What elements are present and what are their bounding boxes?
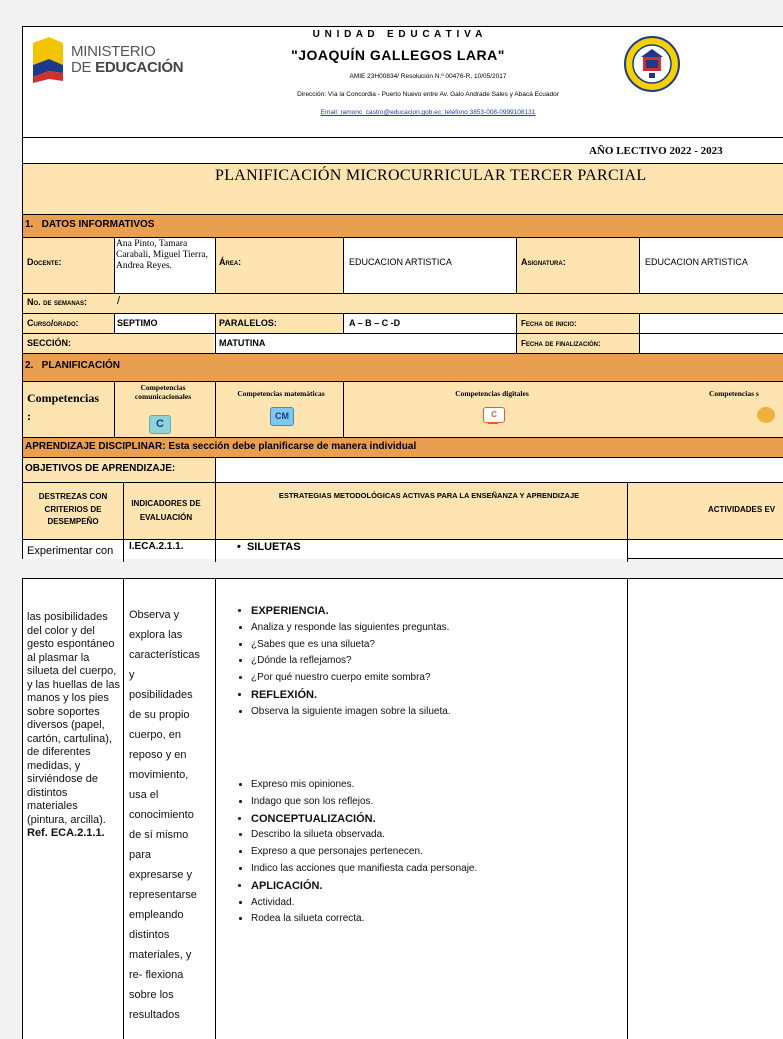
indicador-line: reposo y en: [129, 749, 187, 761]
planificacion-section-label: 2. PLANIFICACIÓN: [25, 360, 121, 371]
destreza-text: las posibilidades del color y del gesto espontáneo al plasmar la silueta del cuerpo, y las huellas de las manos y los pies sobre soportes diversos (papel, cartón, cartulina), de diferentes medidas, y sirviéndose de distintos materiales (pintura, arcilla).: [27, 611, 120, 826]
flag-icon: [31, 37, 65, 83]
estrategias-block-1: [233, 603, 623, 721]
indicador-line: de su propio: [129, 709, 190, 721]
objetivos-label: OBJETIVOS DE APRENDIZAJE:: [25, 463, 176, 474]
indicador-cell: [129, 605, 213, 1025]
estrategia-item: • Expreso mis opiniones.: [251, 777, 623, 794]
estrategia-item: • Describo la silueta observada.: [251, 827, 623, 844]
comp-digitales: Competencias digitales: [455, 389, 529, 398]
amie-line: AMIE 23H00834/ Resolución N.º 00476-R, 10/05/2017: [349, 73, 507, 80]
indicador-line: cuerpo, en: [129, 729, 181, 741]
asignatura-value: EDUCACION ARTISTICA: [645, 257, 748, 267]
indicador-line: resultados: [129, 1009, 180, 1021]
planning-page-1: [22, 26, 783, 559]
planificacion-section-header: [23, 354, 783, 381]
paralelos-label: PARALELOS:: [219, 318, 277, 328]
comp-matematicas: Competencias matemáticas: [237, 389, 325, 398]
indicador-line: sobre los: [129, 989, 174, 1001]
col-indicadores: INDICADORES DE EVALUACIÓN: [131, 499, 201, 522]
indicador-line: distintos: [129, 929, 170, 941]
indicador-line: materiales, y: [129, 949, 192, 961]
estrategias-block-2: [233, 777, 623, 928]
school-year: AÑO LECTIVO 2022 - 2023: [589, 145, 723, 157]
estrategias-list-1: [233, 603, 623, 721]
area-value: EDUCACION ARTISTICA: [349, 257, 452, 267]
indicador-line: Observa y: [129, 609, 180, 621]
col-estrategias: ESTRATEGIAS METODOLÓGICAS ACTIVAS PARA LA ENSEÑANZA Y APRENDIZAJE: [278, 491, 580, 500]
cm-letter-icon: CM: [275, 411, 289, 421]
indicador-line: usa el: [129, 789, 159, 801]
school-name: "JOAQUÍN GALLEGOS LARA": [291, 47, 505, 63]
fecha-inicio-label: Fecha de inicio:: [521, 319, 577, 328]
curso-value: SEPTIMO: [117, 318, 158, 328]
estrategia-item: • Indago que son los reflejos.: [251, 794, 623, 811]
estrategia-item: • ¿Dónde la reflejamos?: [251, 653, 623, 670]
indicador-line: posibilidades: [129, 689, 193, 701]
estrategia-item: • Expreso a que personajes pertenecen.: [251, 844, 623, 861]
docente-value: Ana Pinto, Tamara Carabali, Miguel Tierra, Andrea Reyes.: [116, 239, 208, 271]
estrategia-item: • ¿Por qué nuestro cuerpo emite sombra?: [251, 670, 623, 687]
indicador-line: conocimiento: [129, 809, 194, 821]
unit-label: U N I D A D E D U C A T I V A: [312, 29, 484, 40]
semanas-label: No. de semanas:: [27, 297, 88, 307]
ministry-line1: MINISTERIO: [71, 43, 156, 60]
estrategias-list-2: [233, 777, 623, 928]
indicador-line: características: [129, 649, 200, 661]
curso-label: Curso/grado:: [27, 318, 79, 328]
estrategia-item: • Indico las acciones que manifiesta cada personaje.: [251, 861, 623, 878]
estrategia-item: • Rodea la silueta correcta.: [251, 911, 623, 928]
datos-section-label: 1. DATOS INFORMATIVOS: [25, 219, 155, 230]
comp-matematicas-icon: [270, 407, 294, 426]
asignatura-label: Asignatura:: [521, 257, 566, 267]
semanas-row: [23, 294, 783, 313]
c-letter-icon: C: [156, 418, 164, 430]
ministry-educacion: EDUCACIÓN: [95, 59, 184, 76]
row-estrategia-start: [237, 541, 301, 553]
competencias-colon: :: [27, 409, 31, 423]
indicador-line: de sí mismo: [129, 829, 189, 841]
row-indicador-start: I.ECA.2.1.1.: [129, 541, 184, 552]
siluetas-label: SILUETAS: [246, 541, 301, 553]
semanas-value: /: [117, 295, 121, 307]
estrategia-item: • EXPERIENCIA.: [251, 603, 623, 620]
estrategia-item: • REFLEXIÓN.: [251, 687, 623, 704]
monitor-stand-icon: [488, 422, 498, 424]
seccion-label: SECCIÓN:: [27, 338, 72, 348]
comp-digitales-icon: [483, 407, 505, 423]
competencias-label: Competencias: [27, 391, 99, 405]
indicador-line: re- flexiona: [129, 969, 184, 981]
estrategia-item: • APLICACIÓN.: [251, 878, 623, 895]
d-letter-icon: C: [491, 410, 497, 419]
fecha-fin-label: Fecha de finalización:: [521, 339, 601, 348]
comp-socio: Competencias s: [709, 389, 759, 398]
email-link[interactable]: Email: ramonc_castro@educacion.gob.ec; teléfono 3853-008-0999108131: [320, 109, 536, 116]
docente-label: Docente:: [27, 257, 62, 267]
indicador-line: para: [129, 849, 152, 861]
ministry-line2: [71, 59, 183, 76]
destreza-cell: [27, 611, 121, 841]
indicador-line: expresarse y: [129, 869, 192, 881]
estrategia-item: • CONCEPTUALIZACIÓN.: [251, 811, 623, 828]
bullet-icon: •: [237, 541, 247, 553]
indicador-line: empleando: [129, 909, 184, 921]
indicador-line: explora las: [129, 629, 183, 641]
col-actividades: ACTIVIDADES EV: [708, 505, 776, 514]
comp-socio-icon: [757, 407, 775, 423]
indicador-line: representarse: [129, 889, 197, 901]
school-seal-icon: [623, 35, 681, 93]
destreza-ref: Ref. ECA.2.1.1.: [27, 827, 105, 839]
indicador-line: movimiento,: [129, 769, 189, 781]
page-title: PLANIFICACIÓN MICROCURRICULAR TERCER PARCIAL: [215, 167, 647, 184]
estrategia-item: • Analiza y responde las siguientes preguntas.: [251, 620, 623, 637]
address-line: Dirección: Vía la Concordia - Puerto Nuevo entre Av. Galo Andrade Sales y Abacá Ecuador: [297, 91, 559, 98]
indicador-line: y: [129, 669, 135, 681]
header-divider: [23, 137, 783, 138]
comp-comunicacionales-icon: [149, 415, 171, 434]
aprendizaje-label: APRENDIZAJE DISCIPLINAR: Esta sección debe planificarse de manera individual: [25, 441, 417, 452]
planning-page-2: [22, 578, 783, 1039]
comp-comunicacionales: Competencias comunicacionales: [134, 383, 192, 401]
ministry-logo: [31, 37, 184, 87]
paralelos-value: A – B – C -D: [349, 318, 401, 328]
estrategia-item: • Observa la siguiente imagen sobre la silueta.: [251, 704, 623, 721]
estrategia-item: • Actividad.: [251, 895, 623, 912]
ministry-de: DE: [71, 59, 96, 76]
area-label: Área:: [219, 257, 242, 267]
estrategia-item: • ¿Sabes que es una silueta?: [251, 637, 623, 654]
row-destreza-start: Experimentar con: [27, 545, 114, 557]
col-destrezas: DESTREZAS CON CRITERIOS DE DESEMPEÑO: [38, 492, 108, 526]
seccion-value: MATUTINA: [219, 338, 266, 348]
